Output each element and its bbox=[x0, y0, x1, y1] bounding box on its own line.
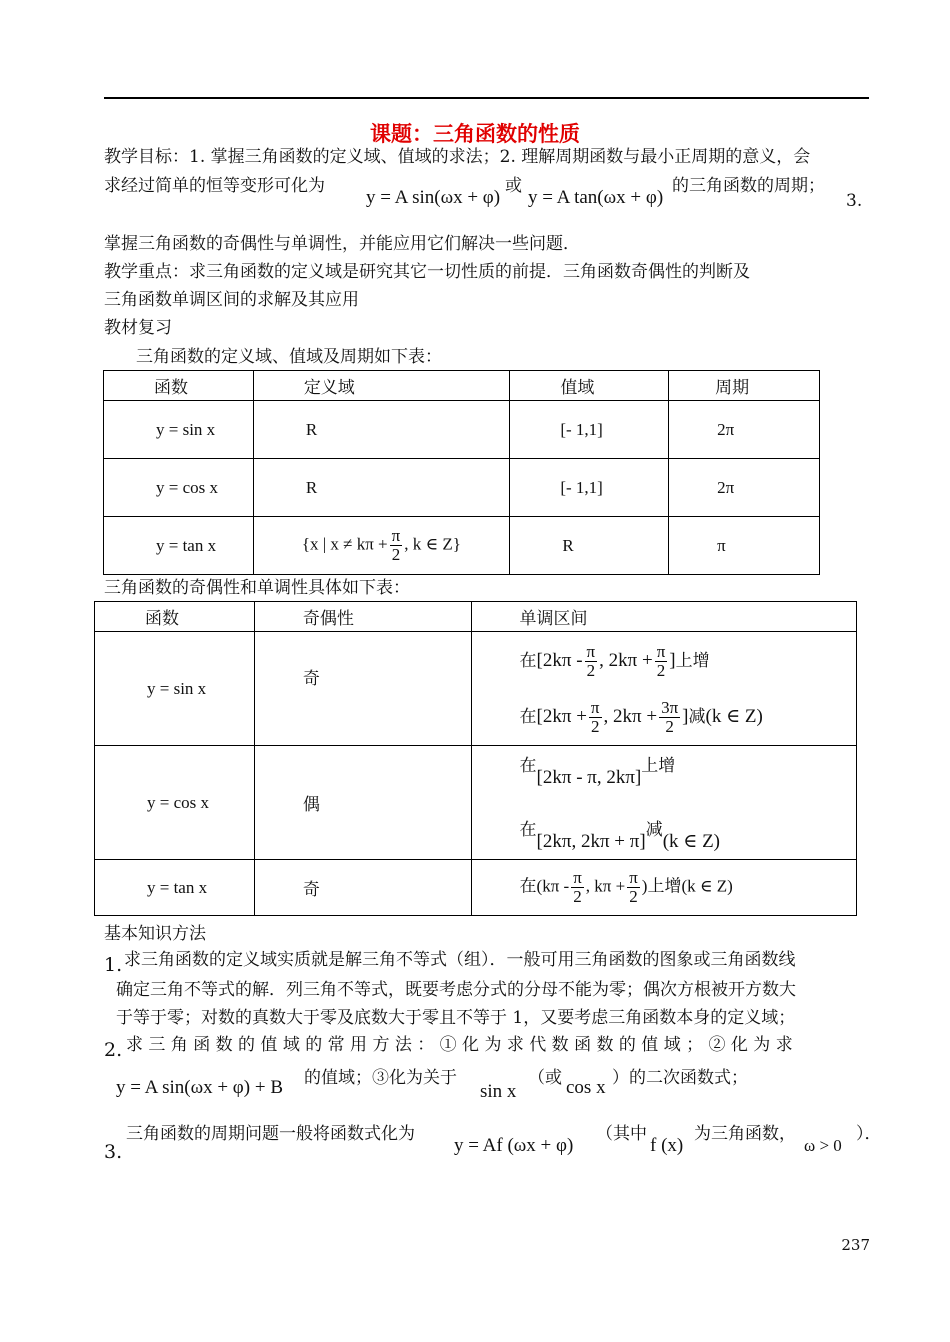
mono-sin-line-2 bbox=[520, 689, 856, 745]
t1-header-range: 值域 bbox=[510, 371, 669, 401]
mono-at: 在 bbox=[519, 755, 537, 775]
t1-period-cos: 2π bbox=[669, 459, 820, 517]
frac-num: π bbox=[629, 868, 638, 888]
formula-atan: y = A tan(ωx + φ) bbox=[528, 187, 664, 208]
t1-domain-tan-b: , k ∈ Z} bbox=[404, 534, 461, 554]
table-row bbox=[104, 459, 820, 517]
mono-sin2-cond: (k ∈ Z) bbox=[705, 705, 763, 727]
t2-func-sin: y = sin x bbox=[95, 632, 255, 746]
t2-mono-sin bbox=[471, 632, 856, 746]
m1-line-2: 确定三角不等式的解．列三角不等式，既要考虑分式的分母不能为零；偶次方根被开方数大 bbox=[116, 980, 796, 1000]
mono-cos-line-1 bbox=[520, 753, 856, 791]
table2-header-row bbox=[95, 602, 857, 632]
t1-func-sin: y = sin x bbox=[104, 401, 254, 459]
mono-sin1-c: ] bbox=[669, 649, 676, 671]
t2-func-tan: y = tan x bbox=[95, 860, 255, 916]
t1-range-sin: [- 1,1] bbox=[510, 401, 669, 459]
m3-fx: f (x) bbox=[650, 1135, 684, 1156]
t1-domain-cos: R bbox=[253, 459, 510, 517]
mono-cos2-cond: (k ∈ Z) bbox=[662, 830, 721, 852]
t2-parity-cos: 偶 bbox=[254, 746, 471, 860]
mono-sin2-a: [2kπ + bbox=[536, 705, 587, 727]
mono-at: 在 bbox=[519, 650, 537, 670]
t2-header-mono: 单调区间 bbox=[471, 602, 856, 632]
t1-period-sin: 2π bbox=[669, 401, 820, 459]
mono-tan-a: (kπ - bbox=[536, 876, 570, 896]
t2-header-parity: 奇偶性 bbox=[254, 602, 471, 632]
goals-line-2a: 求经过简单的恒等变形可化为 bbox=[104, 176, 325, 196]
mono-at: 在 bbox=[519, 706, 537, 726]
m3-omega: ω > 0 bbox=[804, 1136, 842, 1155]
goals-line-1: 教学目标：1. 掌握三角函数的定义域、值域的求法；2. 理解周期函数与最小正周期的意义，会 bbox=[104, 147, 811, 167]
m3-text-2: （其中 bbox=[596, 1124, 647, 1144]
frac-den: 2 bbox=[573, 887, 582, 906]
mono-at: 在 bbox=[519, 876, 537, 896]
fraction bbox=[571, 869, 584, 906]
t1-func-cos: y = cos x bbox=[104, 459, 254, 517]
mono-at: 在 bbox=[519, 819, 537, 839]
frac-den: 2 bbox=[629, 887, 638, 906]
mono-cos2-suffix: 减 bbox=[645, 819, 663, 839]
table1-caption: 三角函数的定义域、值域及周期如下表： bbox=[136, 347, 442, 367]
mono-cos1-expr: [2kπ - π, 2kπ] bbox=[536, 766, 642, 788]
frac-num: π bbox=[573, 868, 582, 888]
t1-domain-tan bbox=[253, 517, 510, 575]
t1-header-domain: 定义域 bbox=[253, 371, 510, 401]
focus-line-2: 三角函数单调区间的求解及其应用 bbox=[104, 290, 359, 310]
t2-parity-tan: 奇 bbox=[254, 860, 471, 916]
fraction bbox=[627, 869, 640, 906]
mono-tan-suffix: 上增 bbox=[647, 876, 682, 896]
goals-line-2b: 的三角函数的周期； bbox=[672, 176, 825, 196]
t1-domain-sin: R bbox=[253, 401, 510, 459]
m2-cos: cos x bbox=[566, 1077, 606, 1098]
frac-den: 2 bbox=[665, 716, 674, 736]
goals-line-3: 掌握三角函数的奇偶性与单调性，并能应用它们解决一些问题． bbox=[104, 234, 580, 254]
table-row bbox=[104, 517, 820, 575]
m2-formula: y = A sin(ωx + φ) + B bbox=[116, 1077, 283, 1098]
m2-sin: sin x bbox=[480, 1081, 517, 1102]
methods-heading: 基本知识方法 bbox=[104, 924, 206, 944]
m2-text-2: （或 bbox=[528, 1068, 562, 1088]
t2-mono-cos bbox=[471, 746, 856, 860]
m2-num: 2. bbox=[104, 1039, 123, 1061]
page-title: 课题：三角函数的性质 bbox=[370, 122, 580, 146]
mono-sin1-suffix: 上增 bbox=[675, 650, 710, 670]
t1-header-func: 函数 bbox=[104, 371, 254, 401]
m1-num: 1. bbox=[104, 954, 123, 976]
frac-den: 2 bbox=[590, 716, 600, 736]
mono-cos2-expr: [2kπ, 2kπ + π] bbox=[536, 830, 646, 852]
mono-sin2-c: ] bbox=[682, 705, 689, 727]
fraction bbox=[655, 643, 668, 680]
frac-num: π bbox=[656, 641, 666, 661]
fraction bbox=[659, 699, 680, 736]
t1-header-period: 周期 bbox=[669, 371, 820, 401]
m3-text-3: 为三角函数， bbox=[694, 1124, 796, 1144]
m3-text-1: 三角函数的周期问题一般将函数式化为 bbox=[126, 1124, 415, 1144]
m3-num: 3. bbox=[104, 1141, 123, 1163]
mono-sin1-b: , 2kπ + bbox=[599, 649, 653, 671]
t2-func-cos: y = cos x bbox=[95, 746, 255, 860]
fraction bbox=[390, 527, 403, 564]
t2-parity-sin: 奇 bbox=[254, 632, 471, 746]
frac-num: 3π bbox=[661, 697, 679, 717]
t1-range-tan: R bbox=[510, 517, 669, 575]
focus-line-1: 教学重点：求三角函数的定义域是研究其它一切性质的前提．三角函数奇偶性的判断及 bbox=[104, 262, 750, 282]
mono-tan-b: , kπ + bbox=[585, 876, 626, 896]
m1-line-1: 求三角函数的定义域实质就是解三角不等式（组）．一般可用三角函数的图象或三角函数线 bbox=[124, 950, 796, 970]
review-heading: 教材复习 bbox=[104, 318, 172, 338]
m3-formula: y = Af (ωx + φ) bbox=[454, 1135, 574, 1156]
m1-line-3: 于等于零；对数的真数大于零及底数大于零且不等于 1，又要考虑三角函数本身的定义域； bbox=[116, 1008, 796, 1028]
frac-den: 2 bbox=[391, 545, 401, 564]
parity-monotonic-table bbox=[94, 601, 857, 916]
t1-func-tan: y = tan x bbox=[104, 517, 254, 575]
frac-num: π bbox=[586, 641, 596, 661]
mono-sin-line-1 bbox=[520, 633, 856, 689]
fraction bbox=[589, 699, 602, 736]
t1-range-cos: [- 1,1] bbox=[510, 459, 669, 517]
goals-or: 或 bbox=[505, 176, 522, 196]
m2-line-1: 求 三 角 函 数 的 值 域 的 常 用 方 法 ： ① 化 为 求 代 数 函 数 的 值 域 ； ② 化 为 求 bbox=[126, 1035, 793, 1055]
formula-asin: y = A sin(ωx + φ) bbox=[366, 187, 501, 208]
frac-den: 2 bbox=[586, 660, 596, 680]
t2-mono-tan bbox=[471, 860, 856, 916]
goals-num-3: 3. bbox=[846, 191, 863, 211]
t2-header-func: 函数 bbox=[95, 602, 255, 632]
fraction bbox=[585, 643, 598, 680]
m2-text-3: ）的二次函数式； bbox=[612, 1068, 748, 1088]
t1-period-tan: π bbox=[669, 517, 820, 575]
table1-header-row bbox=[104, 371, 820, 401]
mono-sin2-b: , 2kπ + bbox=[603, 705, 658, 727]
frac-num: π bbox=[590, 697, 600, 717]
table-row bbox=[95, 632, 857, 746]
m2-text-1: 的值域；③化为关于 bbox=[304, 1068, 457, 1088]
table2-caption: 三角函数的奇偶性和单调性具体如下表： bbox=[104, 578, 410, 598]
top-rule bbox=[104, 97, 869, 99]
page-number: 237 bbox=[841, 1236, 870, 1254]
t1-domain-tan-a: {x | x ≠ kπ + bbox=[301, 534, 388, 554]
mono-tan-cond: (k ∈ Z) bbox=[681, 876, 733, 896]
m3-text-4: ）． bbox=[856, 1124, 882, 1144]
mono-tan-c: ) bbox=[641, 876, 648, 896]
domain-range-table bbox=[103, 370, 820, 575]
frac-den: 2 bbox=[656, 660, 666, 680]
mono-cos-line-2 bbox=[520, 817, 856, 855]
table-row bbox=[95, 860, 857, 916]
mono-cos1-suffix: 上增 bbox=[641, 755, 676, 775]
mono-sin2-suffix: 减 bbox=[688, 706, 706, 726]
table-row bbox=[95, 746, 857, 860]
table-row bbox=[104, 401, 820, 459]
frac-num: π bbox=[391, 526, 401, 546]
mono-sin1-a: [2kπ - bbox=[536, 649, 583, 671]
